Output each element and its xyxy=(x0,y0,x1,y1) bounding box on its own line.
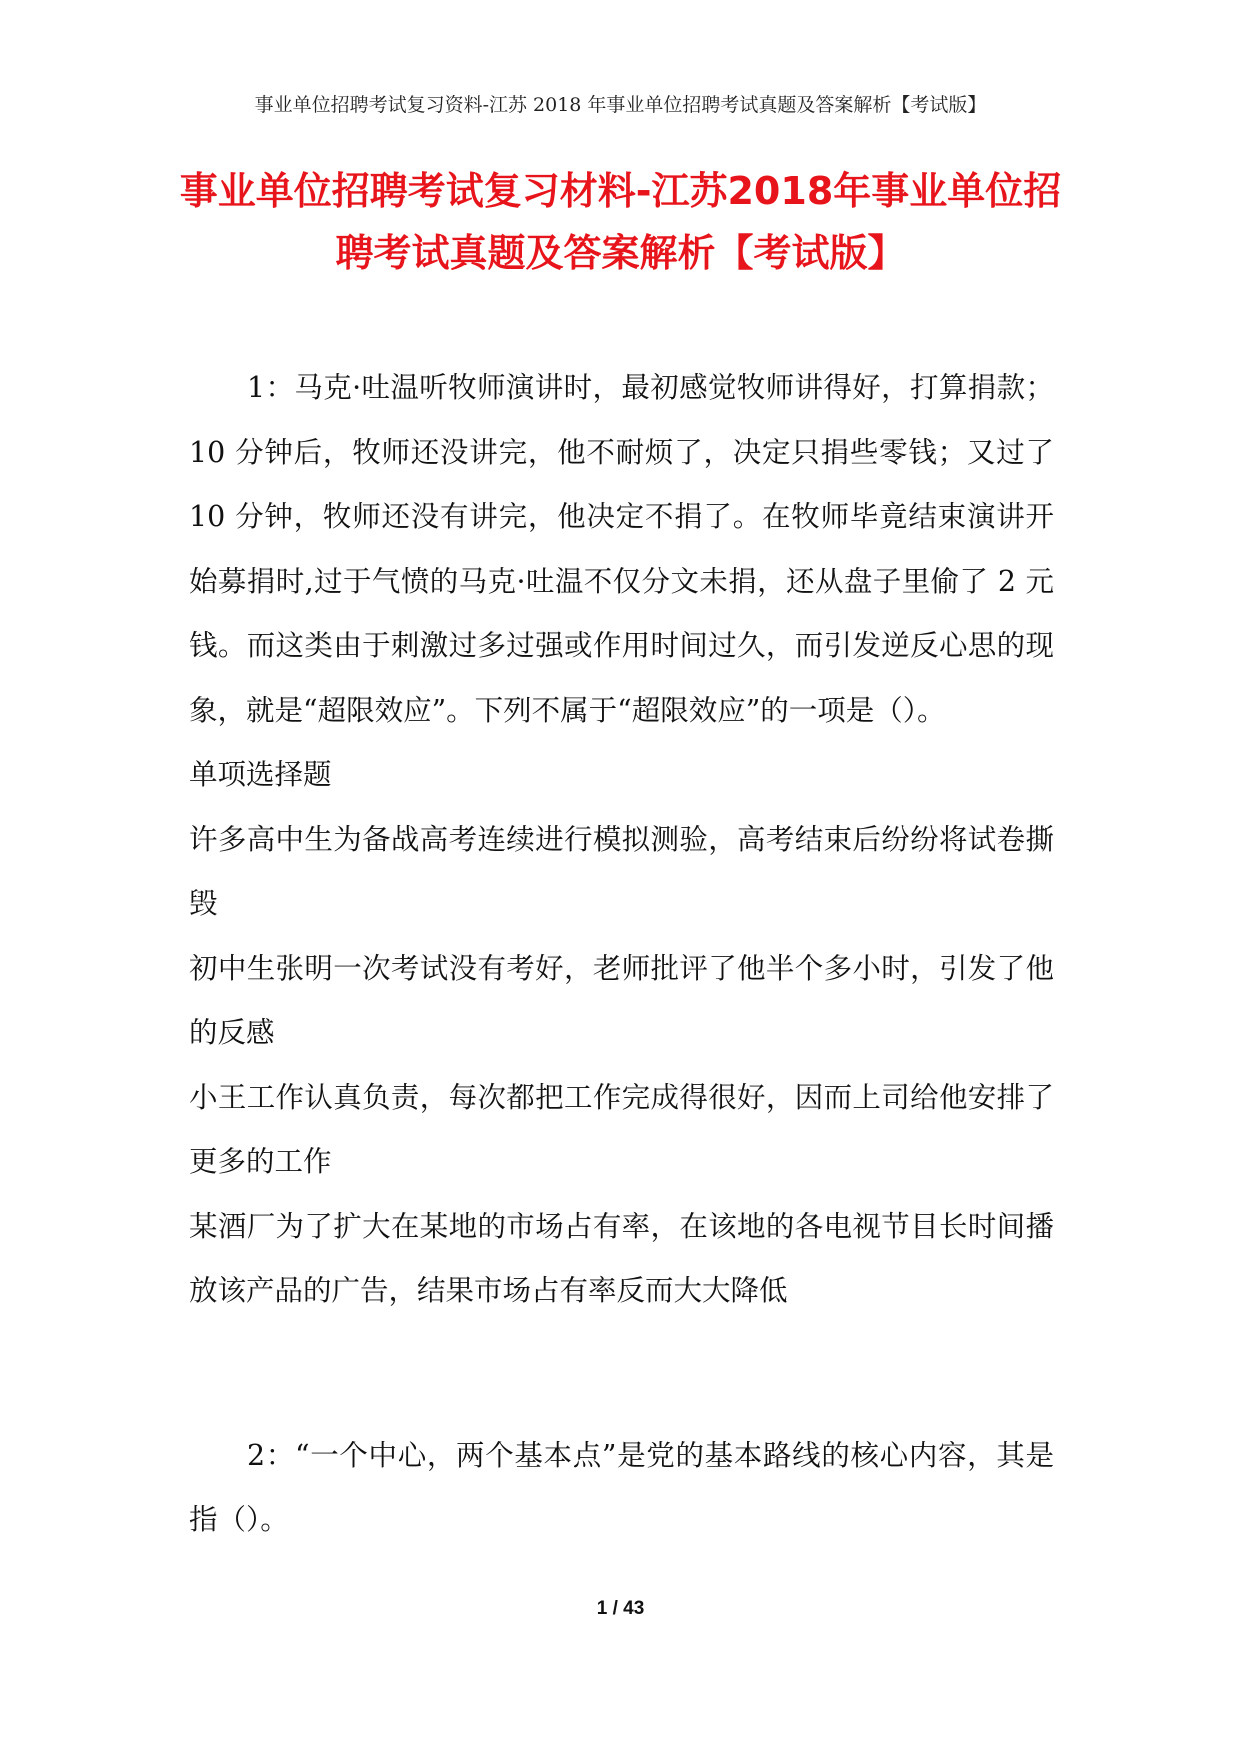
question-option: 初中生张明一次考试没有考好，老师批评了他半个多小时，引发了他的反感 xyxy=(189,951,1054,1049)
document-title-line-2: 聘考试真题及答案解析【考试版】 xyxy=(335,231,906,275)
question-option: 许多高中生为备战高考连续进行模拟测验，高考结束后纷纷将试卷撕毁 xyxy=(189,822,1054,920)
question-stem: 1：马克·吐温听牧师演讲时，最初感觉牧师讲得好，打算捐款；10 分钟后，牧师还没讲完，他不耐烦了，决定只捐些零钱；又过了 10 分钟，牧师还没有讲完，他决定不捐了。在牧师毕竟结束演讲开始募捐时,过于气愤的马克·吐温不仅分文未捐，还从盘子里偷了 2 元钱。而这类由于刺激过多过强或作用时间过久，而引发逆反心思的现象，就是“超限效应”。下列不属于“超限效应”的一项是（）。 xyxy=(189,371,1054,727)
question-option: 小王工作认真负责，每次都把工作完成得很好，因而上司给他安排了更多的工作 xyxy=(189,1080,1054,1178)
question-option: 某酒厂为了扩大在某地的市场占有率，在该地的各电视节目长时间播放该产品的广告，结果市场占有率反而大大降低 xyxy=(189,1209,1054,1307)
document-body xyxy=(189,356,1054,1553)
document-title xyxy=(150,160,1091,284)
question-type: 单项选择题 xyxy=(189,758,332,791)
page-number: 1 / 43 xyxy=(596,1598,645,1619)
question-1 xyxy=(189,356,1054,1324)
document-title-line-1: 事业单位招聘考试复习材料-江苏2018年事业单位招 xyxy=(179,169,1062,213)
question-spacer xyxy=(189,1324,1054,1424)
question-2 xyxy=(189,1424,1054,1553)
question-stem: 2：“一个中心，两个基本点”是党的基本路线的核心内容，其是指（）。 xyxy=(189,1438,1054,1536)
running-header: 事业单位招聘考试复习资料-江苏 2018 年事业单位招聘考试真题及答案解析【考试版】 xyxy=(254,94,987,116)
